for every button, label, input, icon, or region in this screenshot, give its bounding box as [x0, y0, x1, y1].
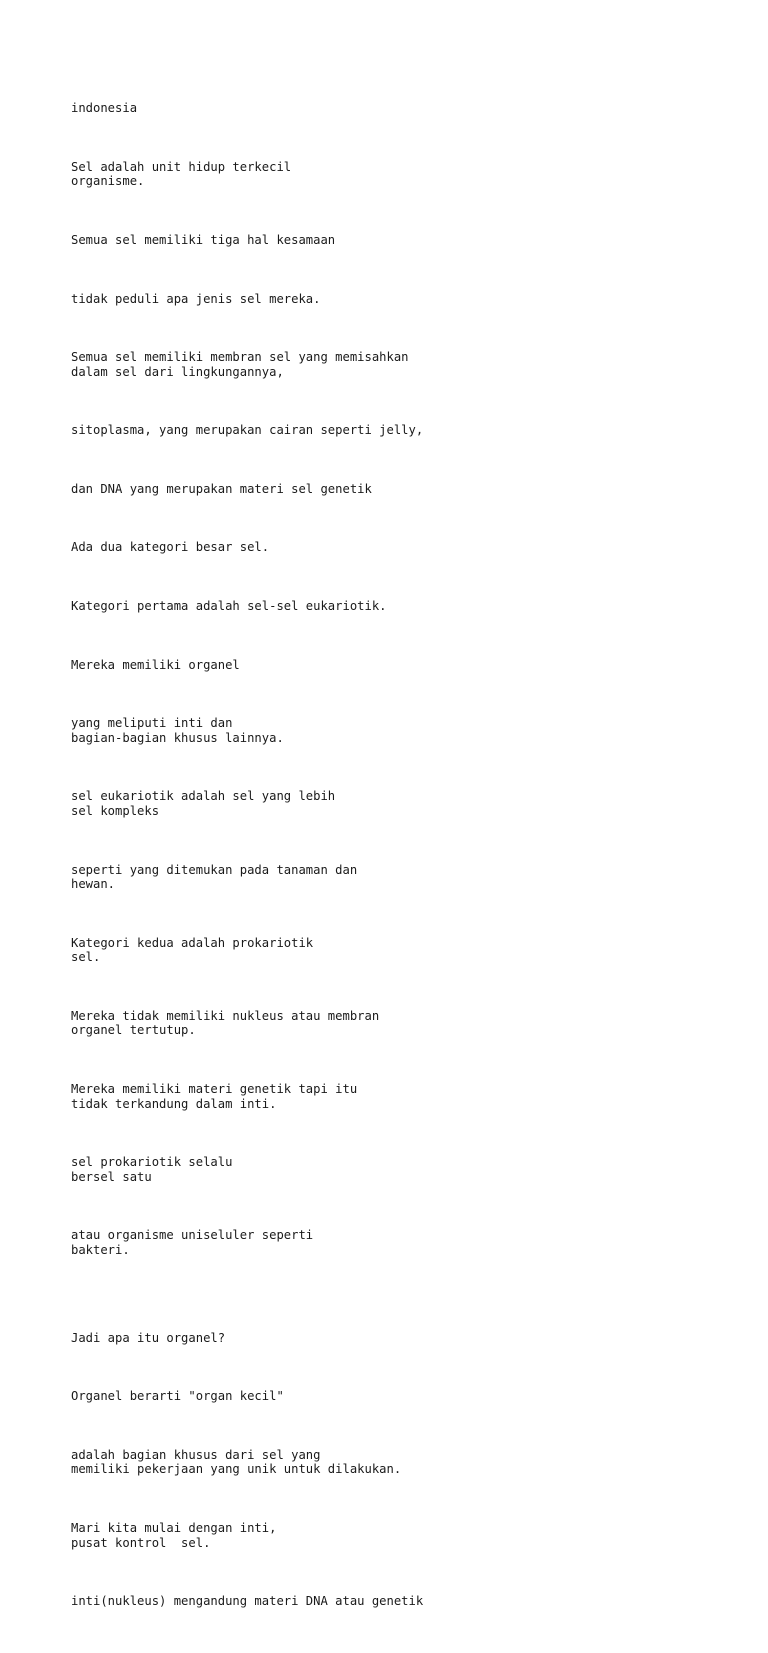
paragraph	[71, 599, 711, 614]
text-line: Semua sel memiliki membran sel yang memisahkan	[71, 350, 409, 365]
paragraph	[71, 789, 711, 818]
text-line: pusat kontrol sel.	[71, 1535, 211, 1550]
paragraph	[71, 292, 711, 307]
paragraph	[71, 863, 711, 892]
text-line: indonesia	[71, 101, 138, 116]
text-line: sitoplasma, yang merupakan cairan seperti jelly,	[71, 423, 424, 438]
text-line: yang meliputi inti dan	[71, 716, 233, 731]
text-line: inti(nukleus) mengandung materi DNA atau genetik	[71, 1594, 424, 1609]
text-line: sel prokariotik selalu	[71, 1155, 233, 1170]
text-line: memiliki pekerjaan yang unik untuk dilakukan.	[71, 1462, 402, 1477]
document-body	[71, 72, 711, 1653]
text-line: hewan.	[71, 877, 116, 892]
paragraph	[71, 160, 711, 189]
text-line: dan DNA yang merupakan materi sel genetik	[71, 481, 372, 496]
paragraph	[71, 1389, 711, 1404]
text-line: atau organisme uniseluler seperti	[71, 1228, 314, 1243]
text-line: Sel adalah unit hidup terkecil	[71, 159, 292, 174]
text-line: Kategori pertama adalah sel-sel eukariotik.	[71, 599, 387, 613]
text-line: Mari kita mulai dengan inti,	[71, 1521, 277, 1536]
paragraph	[71, 1155, 711, 1184]
paragraph	[71, 423, 711, 438]
text-line: Mereka memiliki organel	[71, 657, 240, 672]
paragraph	[71, 936, 711, 965]
text-line: adalah bagian khusus dari sel yang	[71, 1447, 321, 1462]
paragraph	[71, 1521, 711, 1550]
paragraph	[71, 1448, 711, 1477]
paragraph	[71, 1082, 711, 1111]
text-line: bersel satu	[71, 1169, 152, 1184]
text-line: organel tertutup.	[71, 1023, 196, 1038]
text-line: dalam sel dari lingkungannya,	[71, 364, 284, 379]
text-line: bakteri.	[71, 1242, 130, 1257]
text-line: tidak terkandung dalam inti.	[71, 1096, 277, 1111]
text-line: bagian-bagian khusus lainnya.	[71, 730, 284, 745]
text-line: seperti yang ditemukan pada tanaman dan	[71, 862, 358, 877]
text-line: Organel berarti "organ kecil"	[71, 1389, 284, 1404]
text-line: sel kompleks	[71, 803, 160, 818]
text-line: Mereka memiliki materi genetik tapi itu	[71, 1082, 358, 1097]
text-line: Jadi apa itu organel?	[71, 1330, 226, 1345]
text-line: organisme.	[71, 174, 145, 189]
paragraph	[71, 1594, 711, 1609]
paragraph	[71, 1228, 711, 1257]
text-line: sel.	[71, 950, 101, 965]
text-line: Semua sel memiliki tiga hal kesamaan	[71, 232, 336, 247]
paragraph	[71, 1331, 711, 1346]
paragraph	[71, 1009, 711, 1038]
text-line: Kategori kedua adalah prokariotik	[71, 935, 314, 950]
text-line: Ada dua kategori besar sel.	[71, 540, 270, 555]
text-line: tidak peduli apa jenis sel mereka.	[71, 291, 321, 306]
paragraph	[71, 101, 711, 116]
paragraph	[71, 540, 711, 555]
paragraph	[71, 658, 711, 673]
paragraph	[71, 482, 711, 497]
text-line: sel eukariotik adalah sel yang lebih	[71, 789, 336, 804]
text-line: Mereka tidak memiliki nukleus atau membran	[71, 1008, 380, 1023]
paragraph	[71, 233, 711, 248]
paragraph	[71, 350, 711, 379]
paragraph	[71, 716, 711, 745]
